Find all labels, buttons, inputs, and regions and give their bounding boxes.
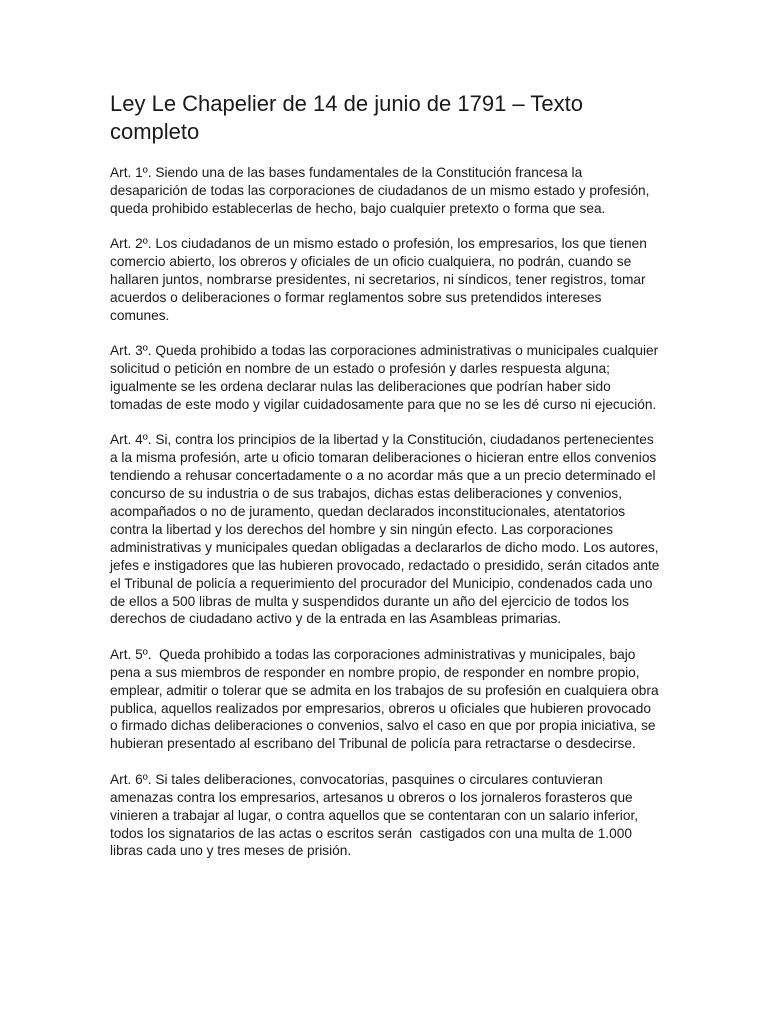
article-5: Art. 5º. Queda prohibido a todas las corporaciones administrativas y municipales, bajo pena a sus miembros de responder en nombre propio, de responder en nombre propio, emplear, admitir o tolerar que se admita en los trabajos de su profesión en cualquiera obra publica, aquellos realizados por empresarios, obreros u oficiales que hubieren provocado o firmado dichas deliberaciones o convenios, salvo el caso en que por propia iniciativa, se hubieran presentado al escribano del Tribunal de policía para retractarse o desdecirse. (110, 646, 663, 752)
document-title: Ley Le Chapelier de 14 de junio de 1791 – Texto completo (110, 91, 583, 144)
article-6: Art. 6º. Si tales deliberaciones, convocatorias, pasquines o circulares contuvieran amenazas contra los empresarios, artesanos u obreros o los jornaleros forasteros que vinieren a trabajar al lugar, o contra aquellos que se contentaran con un salario inferior, todos los signatarios de las actas o escritos serán castigados con una multa de 1.000 libras cada uno y tres meses de prisión. (110, 771, 642, 859)
article-4: Art. 4º. Si, contra los principios de la libertad y la Constitución, ciudadanos pertenecientes a la misma profesión, arte u oficio tomaran deliberaciones o hicieran entre ellos convenios tendiendo a rehusar concertadamente o a no acordar más que a un precio determinado el concurso de su industria o de sus trabajos, dichas estas deliberaciones y convenios, acompañados o no de juramento, quedan declarados inconstitucionales, atentatorios contra la libertad y los derechos del hombre y sin ningún efecto. Las corporaciones administrativas y municipales quedan obligadas a declararlos de dicho modo. Los autores, jefes e instigadores que las hubieren provocado, redactado o presidido, serán citados ante el Tribunal de policía a requerimiento del procurador del Municipio, condenados cada uno de ellos a 500 libras de multa y suspendidos durante un año del ejercicio de todos los derechos de ciudadano activo y de la entrada en las Asambleas primarias. (110, 432, 664, 627)
article-3: Art. 3º. Queda prohibido a todas las corporaciones administrativas o municipales cualquier solicitud o petición en nombre de un estado o profesión y darles respuesta alguna; igualmente se les ordena declarar nulas las deliberaciones que podrían haber sido tomadas de este modo y vigilar cuidadosamente para que no se les dé curso ni ejecución. (110, 343, 663, 412)
article-1: Art. 1º. Siendo una de las bases fundamentales de la Constitución francesa la desaparición de todas las corporaciones de ciudadanos de un mismo estado y profesión, queda prohibido establecerlas de hecho, bajo cualquier pretexto o forma que sea. (110, 165, 654, 216)
document-body (110, 164, 662, 878)
article-2: Art. 2º. Los ciudadanos de un mismo estado o profesión, los empresarios, los que tienen comercio abierto, los obreros y oficiales de un oficio cualquiera, no podrán, cuando se hallaren juntos, nombrarse presidentes, ni secretarios, ni síndicos, tener registros, tomar acuerdos o deliberaciones o formar reglamentos sobre sus pretendidos intereses comunes. (110, 236, 651, 323)
